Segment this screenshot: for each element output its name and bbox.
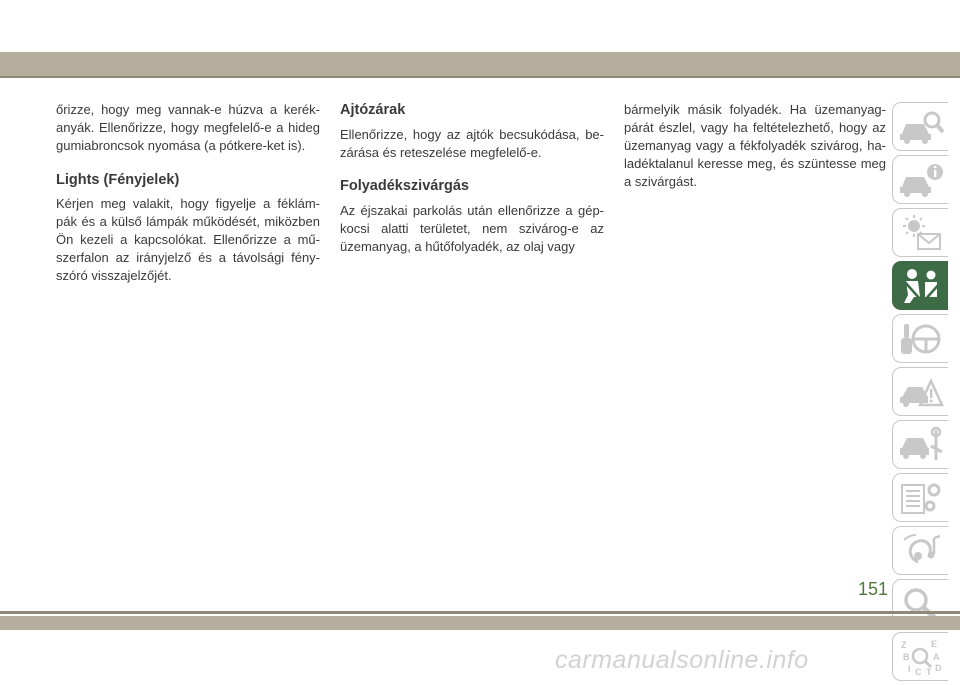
paragraph: Az éjszakai parkolás után ellenőrizze a gép-kocsi alatti területet, nem szivárog-e az üzemanyag, a hűtőfolyadék, az olaj vagy xyxy=(340,203,604,254)
footer-rule xyxy=(0,611,960,614)
tab-warning-lights[interactable] xyxy=(892,208,948,257)
index-letter: I xyxy=(907,663,911,674)
tab-seatbelt-airbag[interactable] xyxy=(892,261,948,310)
tab-multimedia[interactable] xyxy=(892,526,948,575)
section-heading-lights: Lights (Fényjelek) xyxy=(56,172,180,188)
index-letter: E xyxy=(930,638,937,649)
header-rule xyxy=(0,76,960,78)
section-heading-fluid-leaks: Folyadékszivárgás xyxy=(340,178,469,194)
multimedia-icon xyxy=(898,532,944,570)
tab-car-tools[interactable] xyxy=(892,420,948,469)
footer-band xyxy=(0,616,960,630)
text-column-3 xyxy=(624,101,886,191)
paragraph: Kérjen meg valakit, hogy figyelje a féklám-pák és a külső lámpák működését, miközben Ön kezeli a kapcsolókat. Ellenőrizze a mű-szerfalon az irányjelző és a távolsági fény-szóró visszajelzőjét. xyxy=(56,196,320,283)
specs-gears-icon xyxy=(898,479,944,517)
index-letter: Z xyxy=(900,639,906,650)
steering-wheel-key-icon xyxy=(898,320,944,358)
car-emergency-icon xyxy=(898,373,944,411)
index-letter: B xyxy=(902,651,909,662)
watermark: carmanualsonline.info xyxy=(555,646,809,674)
tab-car-emergency[interactable] xyxy=(892,367,948,416)
page-number: 151 xyxy=(858,579,889,599)
tab-alphabet-index[interactable] xyxy=(892,632,948,681)
tab-car-magnifier[interactable] xyxy=(892,102,948,151)
warning-lights-icon xyxy=(898,214,944,252)
header-band xyxy=(0,52,960,76)
tab-specs-gears[interactable] xyxy=(892,473,948,522)
section-heading-door-locks: Ajtózárak xyxy=(340,102,406,118)
index-letter: T xyxy=(925,666,931,676)
paragraph: Ellenőrizze, hogy az ajtók becsukódása, be-zárása és reteszelése megfelelő-e. xyxy=(340,127,604,160)
car-magnifier-icon xyxy=(898,108,944,146)
text-column-2 xyxy=(340,101,604,256)
index-letter: C xyxy=(914,666,921,676)
seatbelt-airbag-icon xyxy=(898,267,944,305)
tab-steering-wheel-key[interactable] xyxy=(892,314,948,363)
paragraph: bármelyik másik folyadék. Ha üzemanyag-párát észlel, vagy ha feltételezhető, hogy az üzemanyag vagy a fékfolyadék szivárog, ha-ladéktalanul keresse meg, és szüntesse meg a szivárgást. xyxy=(624,102,886,189)
paragraph: őrizze, hogy meg vannak-e húzva a kerék-anyák. Ellenőrizze, hogy megfelelő-e a hideg gumiabroncsok nyomása (a pótkere-ket is). xyxy=(56,102,320,153)
car-info-icon xyxy=(898,161,944,199)
car-tools-icon xyxy=(898,426,944,464)
alphabet-index-icon xyxy=(898,638,944,676)
index-letter: D xyxy=(934,662,941,673)
text-column-1 xyxy=(56,101,320,285)
tab-car-info[interactable] xyxy=(892,155,948,204)
chapter-tab-sidebar xyxy=(892,102,950,685)
index-letter: A xyxy=(932,651,939,662)
